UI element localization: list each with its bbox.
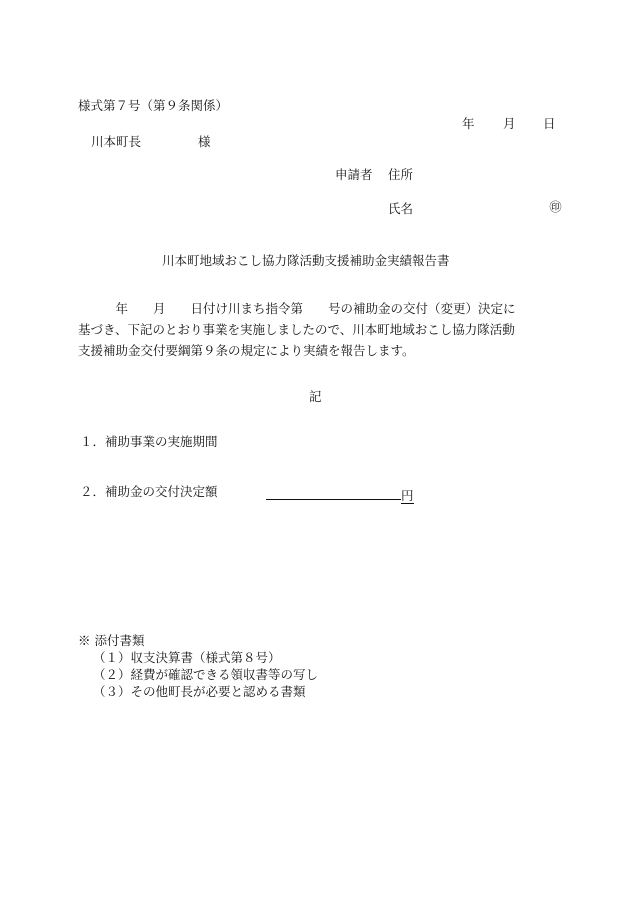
- addressee-name: 川本町長: [91, 134, 142, 149]
- body-paragraph: [78, 298, 552, 361]
- form-number: 様式第７号（第９条関係）: [78, 98, 229, 113]
- attachment-item-2: （２）経費が確認できる領収書等の写し: [93, 667, 319, 682]
- applicant-address-label: 住所: [388, 167, 414, 182]
- yen-unit: 円: [401, 488, 414, 503]
- amount-underline: [266, 486, 401, 500]
- applicant-name-label: 氏名: [388, 201, 414, 216]
- date-year-label: 年: [462, 116, 475, 131]
- attachment-item-3: （３）その他町長が必要と認める書類: [93, 684, 306, 699]
- applicant-label: 申請者: [335, 167, 373, 182]
- ki-heading: 記: [309, 389, 322, 404]
- body-line-3: 支援補助金交付要綱第９条の規定により実績を報告します。: [78, 343, 415, 358]
- seal-icon: ㊞: [549, 200, 562, 214]
- document-title: 川本町地域おこし協力隊活動支援補助金実績報告書: [162, 253, 450, 268]
- item-1-implementation-period: １．補助事業の実施期間: [80, 434, 218, 449]
- body-line-2: 基づき、下記のとおり事業を実施しましたので、川本町地域おこし協力隊活動: [78, 322, 515, 337]
- attachments-heading: ※ 添付書類: [78, 633, 145, 648]
- attachment-item-1: （１）収支決算書（様式第８号）: [93, 650, 281, 665]
- date-day-label: 日: [543, 116, 556, 131]
- body-line-1: 年 月 日付け川まち指令第 号の補助金の交付（変更）決定に: [78, 301, 516, 316]
- addressee-honorific: 様: [198, 134, 211, 149]
- item-2-grant-amount-label: ２．補助金の交付決定額: [80, 484, 218, 499]
- grant-amount-field: [266, 486, 414, 504]
- seal-mark: [549, 201, 562, 214]
- date-month-label: 月: [503, 116, 516, 131]
